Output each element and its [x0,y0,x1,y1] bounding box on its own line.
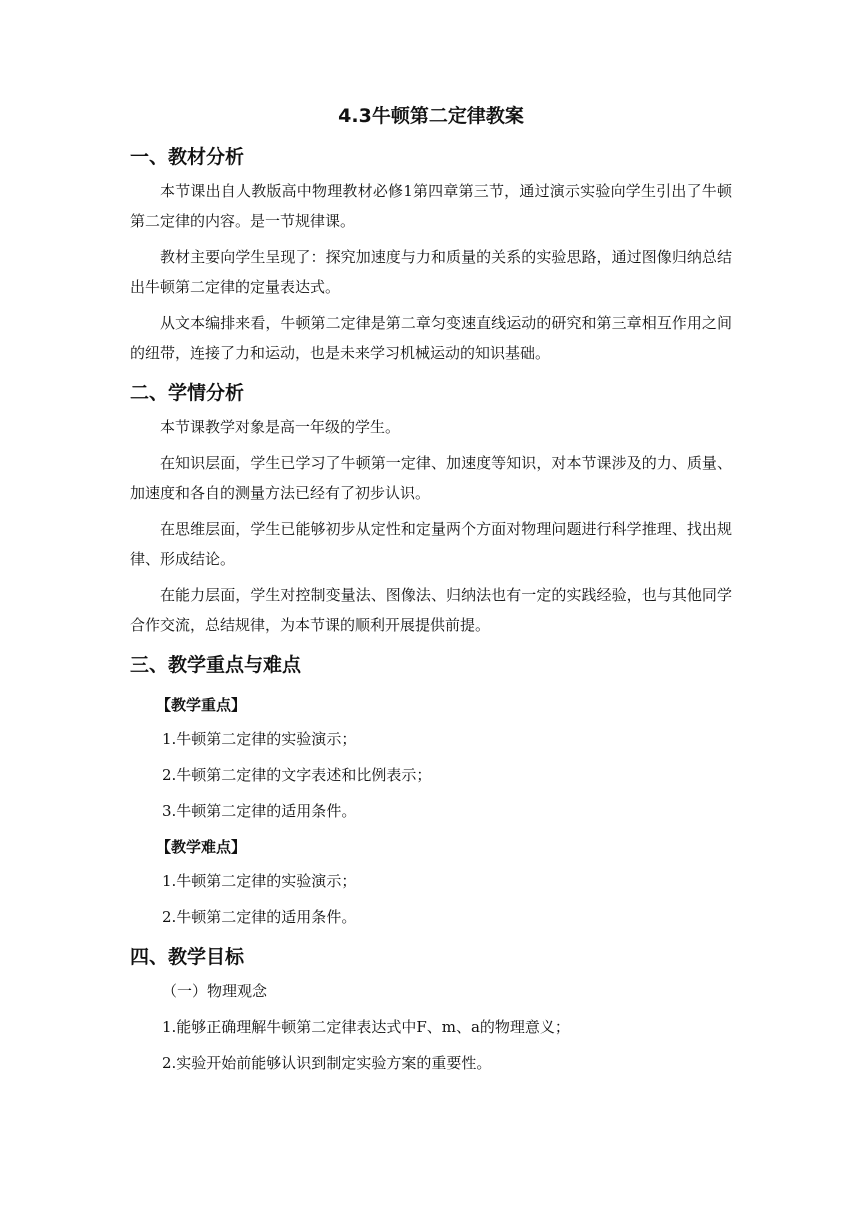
list-item: 2.牛顿第二定律的文字表述和比例表示； [162,766,432,784]
section-student-analysis [130,374,732,640]
paragraph: 本节课出自人教版高中物理教材必修1第四章第三节，通过演示实验向学生引出了牛顿第二定律的内容。是一节规律课。 [130,182,732,230]
list-item: 2.牛顿第二定律的适用条件。 [162,908,357,926]
list-item: 2.实验开始前能够认识到制定实验方案的重要性。 [162,1054,492,1072]
paragraph: 在知识层面，学生已学习了牛顿第一定律、加速度等知识，对本节课涉及的力、质量、加速度和各自的测量方法已经有了初步认识。 [130,454,732,502]
paragraph: 在能力层面，学生对控制变量法、图像法、归纳法也有一定的实践经验，也与其他同学合作交流，总结规律，为本节课的顺利开展提供前提。 [130,586,732,634]
paragraph: 从文本编排来看，牛顿第二定律是第二章匀变速直线运动的研究和第三章相互作用之间的纽带，连接了力和运动，也是未来学习机械运动的知识基础。 [130,314,732,362]
list-item: 1.能够正确理解牛顿第二定律表达式中F、m、a的物理意义； [162,1018,570,1036]
list-item: 3.牛顿第二定律的适用条件。 [162,802,357,820]
key-points-label: 【教学重点】 [156,696,247,714]
section-heading: 四、教学目标 [130,946,245,968]
list-item: 1.牛顿第二定律的实验演示； [162,872,357,890]
section-heading: 一、教材分析 [130,146,245,168]
paragraph: 教材主要向学生呈现了：探究加速度与力和质量的关系的实验思路，通过图像归纳总结出牛顿第二定律的定量表达式。 [130,248,732,296]
section-textbook-analysis [130,138,732,368]
section-heading: 二、学情分析 [130,382,245,404]
subsection-label: （一）物理观念 [162,982,268,1000]
paragraph: 本节课教学对象是高一年级的学生。 [160,418,401,436]
difficulties-label: 【教学难点】 [156,838,247,856]
section-key-points-difficulties [130,646,732,932]
document-content [130,100,732,1084]
list-item: 1.牛顿第二定律的实验演示； [162,730,357,748]
document-title: 4.3牛顿第二定律教案 [338,105,524,127]
paragraph: 在思维层面，学生已能够初步从定性和定量两个方面对物理问题进行科学推理、找出规律、形成结论。 [130,520,732,568]
section-teaching-objectives [130,938,732,1078]
section-heading: 三、教学重点与难点 [130,654,302,676]
